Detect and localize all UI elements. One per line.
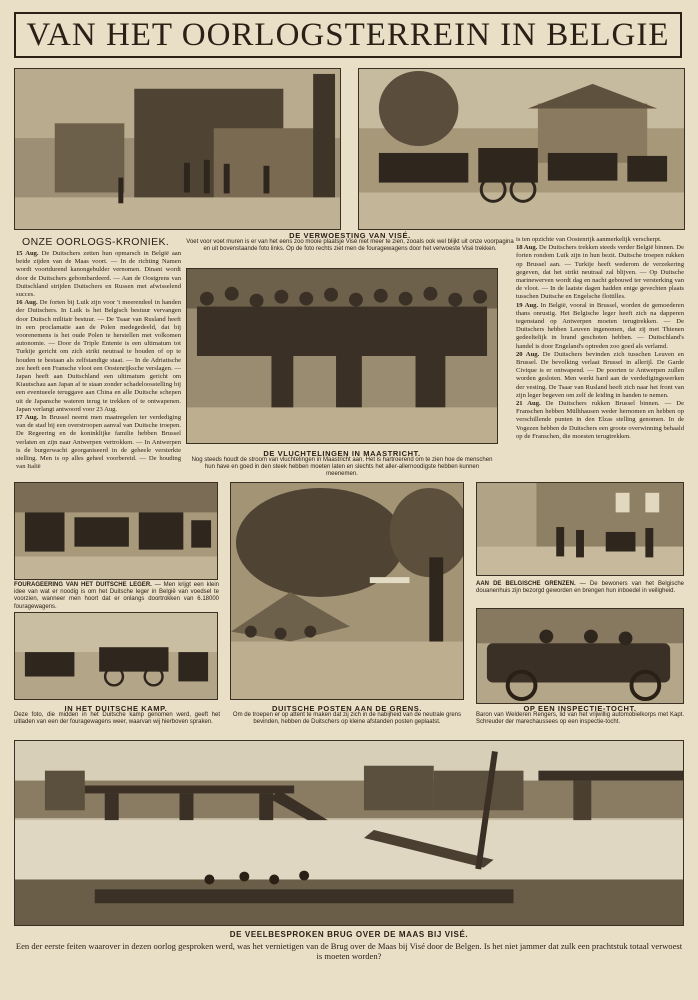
fourage-caption-title: FOURAGEERING VAN HET DUITSCHE LEGER.	[14, 582, 152, 588]
photo-duitsche-kamp	[14, 612, 218, 700]
kroniek-entry: 17 Aug. In Brussel neemt men maatregelen ter verdediging van de stad bij een overstroopen aanval van Duitsche troepen. De Regeering en de koninklijke familie hebben Brussel verlaten en zijn naar Antwerpen vertrokken. — In Antwerpen is de burgerwacht georganiseerd in de geheele versterkte stelling. Men is op alles geheel voorbereid. — De houding van Italië	[16, 414, 181, 471]
photo-vise-ruins	[14, 68, 341, 230]
page-title: VAN HET OORLOGSTERREIN IN BELGIE	[14, 12, 682, 58]
inspectie-caption-title: OP EEN INSPECTIE-TOCHT.	[523, 704, 637, 713]
kroniek-title: ONZE OORLOGS-KRONIEK.	[22, 236, 170, 248]
kroniek-entry: is ten opzichte van Oostenrijk aanmerkelijk verscherpt.	[516, 236, 662, 243]
grenzen-caption	[476, 581, 684, 595]
kroniek-entry: 20 Aug. De Duitschers bevinden zich tusschen Leuven en Brussel. De bevolking verlaat Brussel in allerijl. De Garde Civique is er ontwapend. — De poorten te Antwerpen zullen worden gesloten. Men werkt hard aan de verdedigingswerken der vesting. De Tsaar van Rusland heeft zich naar het front van zijn leger begeven om zelf de leiding in handen te nemen.	[516, 350, 684, 399]
posten-caption-title: DUITSCHE POSTEN AAN DE GRENS.	[271, 704, 423, 713]
photo-inspectie	[476, 608, 684, 704]
photo-vise-wagons	[358, 68, 685, 230]
photo-belgische-grenzen	[476, 482, 684, 576]
vise-caption-text: Voet voor voet muren is er van het eens zoo mooie plaatsje Visé niet meer te zien, zooals ook wel blijkt uit onze voorpagina en uit bovenstaande foto links. Op de foto rechts ziet men de fouragewagens door het verwoeste Visé trekken.	[186, 239, 514, 253]
photo-brug-vise	[14, 740, 684, 926]
kroniek-entry: 15 Aug. De Duitschers zetten hun opmarsch in België aan beide zijden van de Maas voort. — In de richting Namen wordt voortdurend kanongebulder vernomen. Dinant wordt door de Duitschers gebombardeerd. — Aan de Oostgrens van Duitschland strijden Duitschers en Russen met afwisselend succes.	[16, 250, 181, 299]
posten-caption-text: Om de troepen er op attent te maken dat zij zich in de nabijheid van de neutrale grens bevinden, hebben de Duitschers op kleine afstanden posten geplaatst.	[232, 712, 462, 726]
kamp-caption-text: Deze foto, die midden in het Duitsche kamp genomen werd, geeft het uitladen van een der fouragewagens weer, waarvan wij hierboven spraken.	[14, 712, 220, 726]
vise-caption-title: DE VERWOESTING VAN VISÉ.	[289, 231, 411, 240]
inspectie-caption-text: Baron van Welderen Rengers, lid van het vrijwillig automobielkorps met Kapt. Schreuder der marechaussees op een inspectie-tocht.	[476, 712, 684, 726]
photo-refugees-maastricht	[186, 268, 498, 444]
photo-posten	[230, 482, 464, 700]
photo-fourage	[14, 482, 218, 580]
kroniek-right-column	[516, 236, 684, 468]
kamp-caption-title: IN HET DUITSCHE KAMP.	[64, 704, 168, 713]
grenzen-caption-text: — De bewoners van het Belgische douanenhuis zijn bezorgd geworden en brengen hun inboedel in veiligheid.	[476, 581, 684, 595]
grenzen-caption-title: AAN DE BELGISCHE GRENZEN.	[476, 581, 576, 587]
kroniek-entry: 18 Aug. De Duitschers trekken steeds verder België binnen. De forten rondom Luik zijn in hun bezit. Duitsche troepen rukken op Brussel aan. — Turkije heeft wederom de verzekering gegeven, dat het strikt neutraal zal blijven. — Op Duitsche marinewerven wordt dag en nacht gebouwd ter versterking van de vloot. — In de laatste dagen hadden enige gevechten plaats tusschen Duitsche en Engelsche flottilles.	[516, 244, 684, 301]
fourage-caption-text: — Men krijgt een klein idee van wat er noodig is om het Duitsche leger in België van voedsel te voorzien, wanneer men hoort dat er onlangs doortrokken van 6.18000 fouragewagens.	[14, 582, 220, 610]
kroniek-entry: 19 Aug. In België, vooral in Brussel, worden de gemoederen thans onrustig. Het Belgische leger heeft zich na dapperen tegenstand op Antwerpen moeten terugtrekken. — De Duitschers hebben Leuven ingenomen, dat zij met Thienen gedeeltelijk in brand geschoten hebben. — Duitschland's handel is door Engeland's optreden zoo goed als verlamd.	[516, 301, 684, 350]
maastricht-caption-text: Nog steeds houdt de stroom van vluchtelingen in Maastricht aan. Het is hartroerend om te zien hoe de menschen hun have en goed in den steek hebben moeten laten en slechts het aller-allernoodigste hebben kunnen meenemen.	[191, 457, 493, 478]
fourage-caption	[14, 582, 219, 611]
kroniek-entry: 21 Aug. De Duitschers rukken Brussel binnen. — De Franschen hebben Mülhhausen weder hernomen en hebben op verschillende punten in den Elzas stelling genomen. In de Vogezen hebben de Duitschers een groote overwinning behaald op de Franschen, die moesten terugtrekken.	[516, 400, 684, 440]
maastricht-caption-title: DE VLUCHTELINGEN IN MAASTRICHT.	[263, 449, 421, 458]
brug-caption-text: Een der eerste feiten waarover in dezen oorlog gesproken werd, was het vernietigen van de Brug over de Maas bij Visé door de Belgen. Is het niet jammer dat zulk een prachtstuk totaal verwoest is moeten worden?	[15, 941, 683, 961]
brug-caption-title: DE VEELBESPROKEN BRUG OVER DE MAAS BIJ VISÉ.	[229, 930, 469, 939]
kroniek-entry: 16 Aug. De forten bij Luik zijn voor 't meerendeel in handen der Duitschers. In Luik is het Belgisch bestuur vervangen door Duitsch militair bestuur. — De Tsaar van Rusland heeft in een proclamatie aan de Polen medegedeeld, dat bij voorenemens is het oude Polen te herstellen met volkomen autonomie. — Door de Triple Entente is een ultimatum tot Turkije gericht om zich strikt neutraal te houden of op te houden te bestaan als zelfstandige staat. — In de Adriatische zee heeft een Fransche vloot een Oostenrijksche verslagen. — Japan heeft aan Duitschland een ultimatum gericht om Kiautschau aan Japan af te staan zonder schadeloosstelling bij een eventueele teruggave aan China en alle Duitsche schepen uit de Japansche wateren terug te trekken of te ontwapenen. Japan verlangt antwoord voor 23 Aug.	[16, 299, 181, 413]
kroniek-left-column	[16, 250, 181, 476]
